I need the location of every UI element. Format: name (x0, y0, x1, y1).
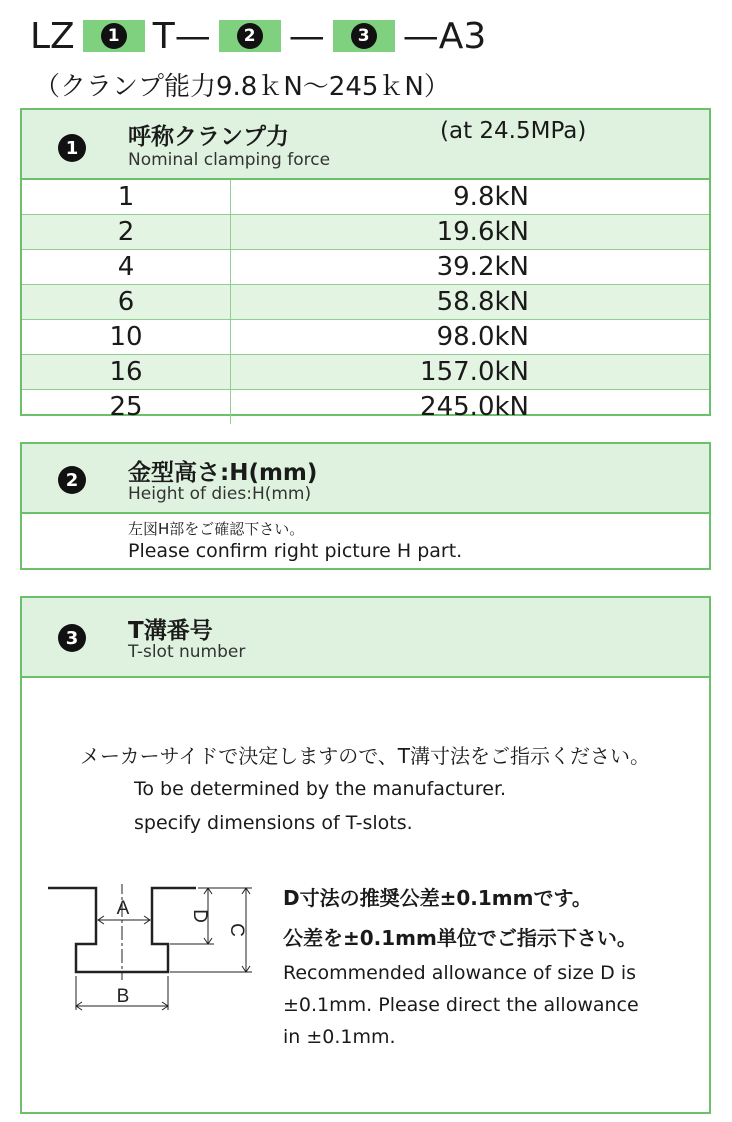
section-3-note-en-2: specify dimensions of T-slots. (134, 812, 413, 834)
clamp-force-cell: 19.6kN (231, 215, 710, 250)
section-2-note-en: Please confirm right picture H part. (128, 540, 463, 562)
model-code-header (30, 14, 486, 58)
model-slot-3 (333, 20, 395, 52)
clamp-code-cell: 25 (22, 390, 231, 425)
clamp-code-cell: 16 (22, 355, 231, 390)
tolerance-note-en-2: ±0.1mm. Please direct the allowance (283, 994, 639, 1016)
dim-c-label: C (226, 923, 247, 937)
section-2-title-en: Height of dies:H(mm) (128, 484, 312, 504)
clamp-code-cell: 1 (22, 180, 231, 215)
clamp-code-cell: 6 (22, 285, 231, 320)
table-row (22, 355, 709, 390)
section-3-note-jp: メーカーサイドで決定しますので、T溝寸法をご指示ください。 (80, 744, 651, 768)
section-2-note-jp: 左図H部をご確認下さい。 (128, 520, 305, 538)
section-1-header (22, 110, 709, 180)
section-2-header (22, 444, 709, 514)
clamp-force-cell: 9.8kN (453, 182, 529, 212)
tolerance-note-en-1: Recommended allowance of size D is (283, 962, 637, 984)
section-1-title-jp: 呼称クランプ力 (128, 124, 289, 150)
section-3-title-jp: T溝番号 (128, 618, 213, 644)
model-mid: T— (152, 15, 211, 57)
clamp-force-cell: 98.0kN (231, 320, 710, 355)
clamp-code-cell: 10 (22, 320, 231, 355)
t-slot-diagram (48, 884, 274, 1024)
clamp-code-cell: 4 (22, 250, 231, 285)
clamp-force-cell: 245.0kN (231, 390, 710, 425)
table-row (22, 250, 709, 285)
section-nominal-clamping-force (20, 108, 711, 422)
section-2-number: 2 (58, 466, 86, 494)
model-slot-2 (219, 20, 281, 52)
table-row (22, 320, 709, 355)
clamp-force-cell: 39.2kN (231, 250, 710, 285)
model-suffix: —A3 (402, 15, 487, 57)
section-2-title-jp: 金型高さ:H(mm) (128, 460, 318, 486)
dim-b-label: B (116, 986, 130, 1007)
clamp-code-cell: 2 (22, 215, 231, 250)
table-row (22, 180, 709, 215)
section-3-body (22, 678, 709, 1112)
section-t-slot-number (20, 596, 711, 1114)
dim-d-label: D (189, 909, 210, 923)
slot-3-marker: 3 (351, 23, 377, 49)
tolerance-note-jp-2: 公差を±0.1mm単位でご指示下さい。 (283, 926, 637, 950)
clamp-capacity-subtitle: （クランプ能力9.8ｋN～245ｋN） (34, 72, 450, 102)
clamping-force-table (22, 180, 709, 424)
section-3-note-en-1: To be determined by the manufacturer. (134, 778, 507, 800)
table-row (22, 390, 709, 425)
section-die-height (20, 442, 711, 570)
tolerance-note-jp-1: D寸法の推奨公差±0.1mmです。 (283, 886, 592, 910)
table-row (22, 215, 709, 250)
section-1-number: 1 (58, 134, 86, 162)
model-dash: — (288, 15, 325, 57)
clamp-force-cell: 157.0kN (231, 355, 710, 390)
model-slot-1 (83, 20, 145, 52)
section-2-body (22, 514, 709, 570)
section-1-title-en: Nominal clamping force (128, 150, 331, 170)
dim-a-label: A (116, 898, 130, 919)
tolerance-note-en-3: in ±0.1mm. (283, 1026, 396, 1048)
section-3-number: 3 (58, 624, 86, 652)
slot-1-marker: 1 (101, 23, 127, 49)
clamp-force-cell: 58.8kN (231, 285, 710, 320)
section-1-pressure: (at 24.5MPa) (440, 118, 587, 144)
table-row (22, 285, 709, 320)
section-3-header (22, 598, 709, 678)
slot-2-marker: 2 (237, 23, 263, 49)
section-3-title-en: T-slot number (128, 642, 246, 662)
model-prefix: LZ (30, 15, 75, 57)
